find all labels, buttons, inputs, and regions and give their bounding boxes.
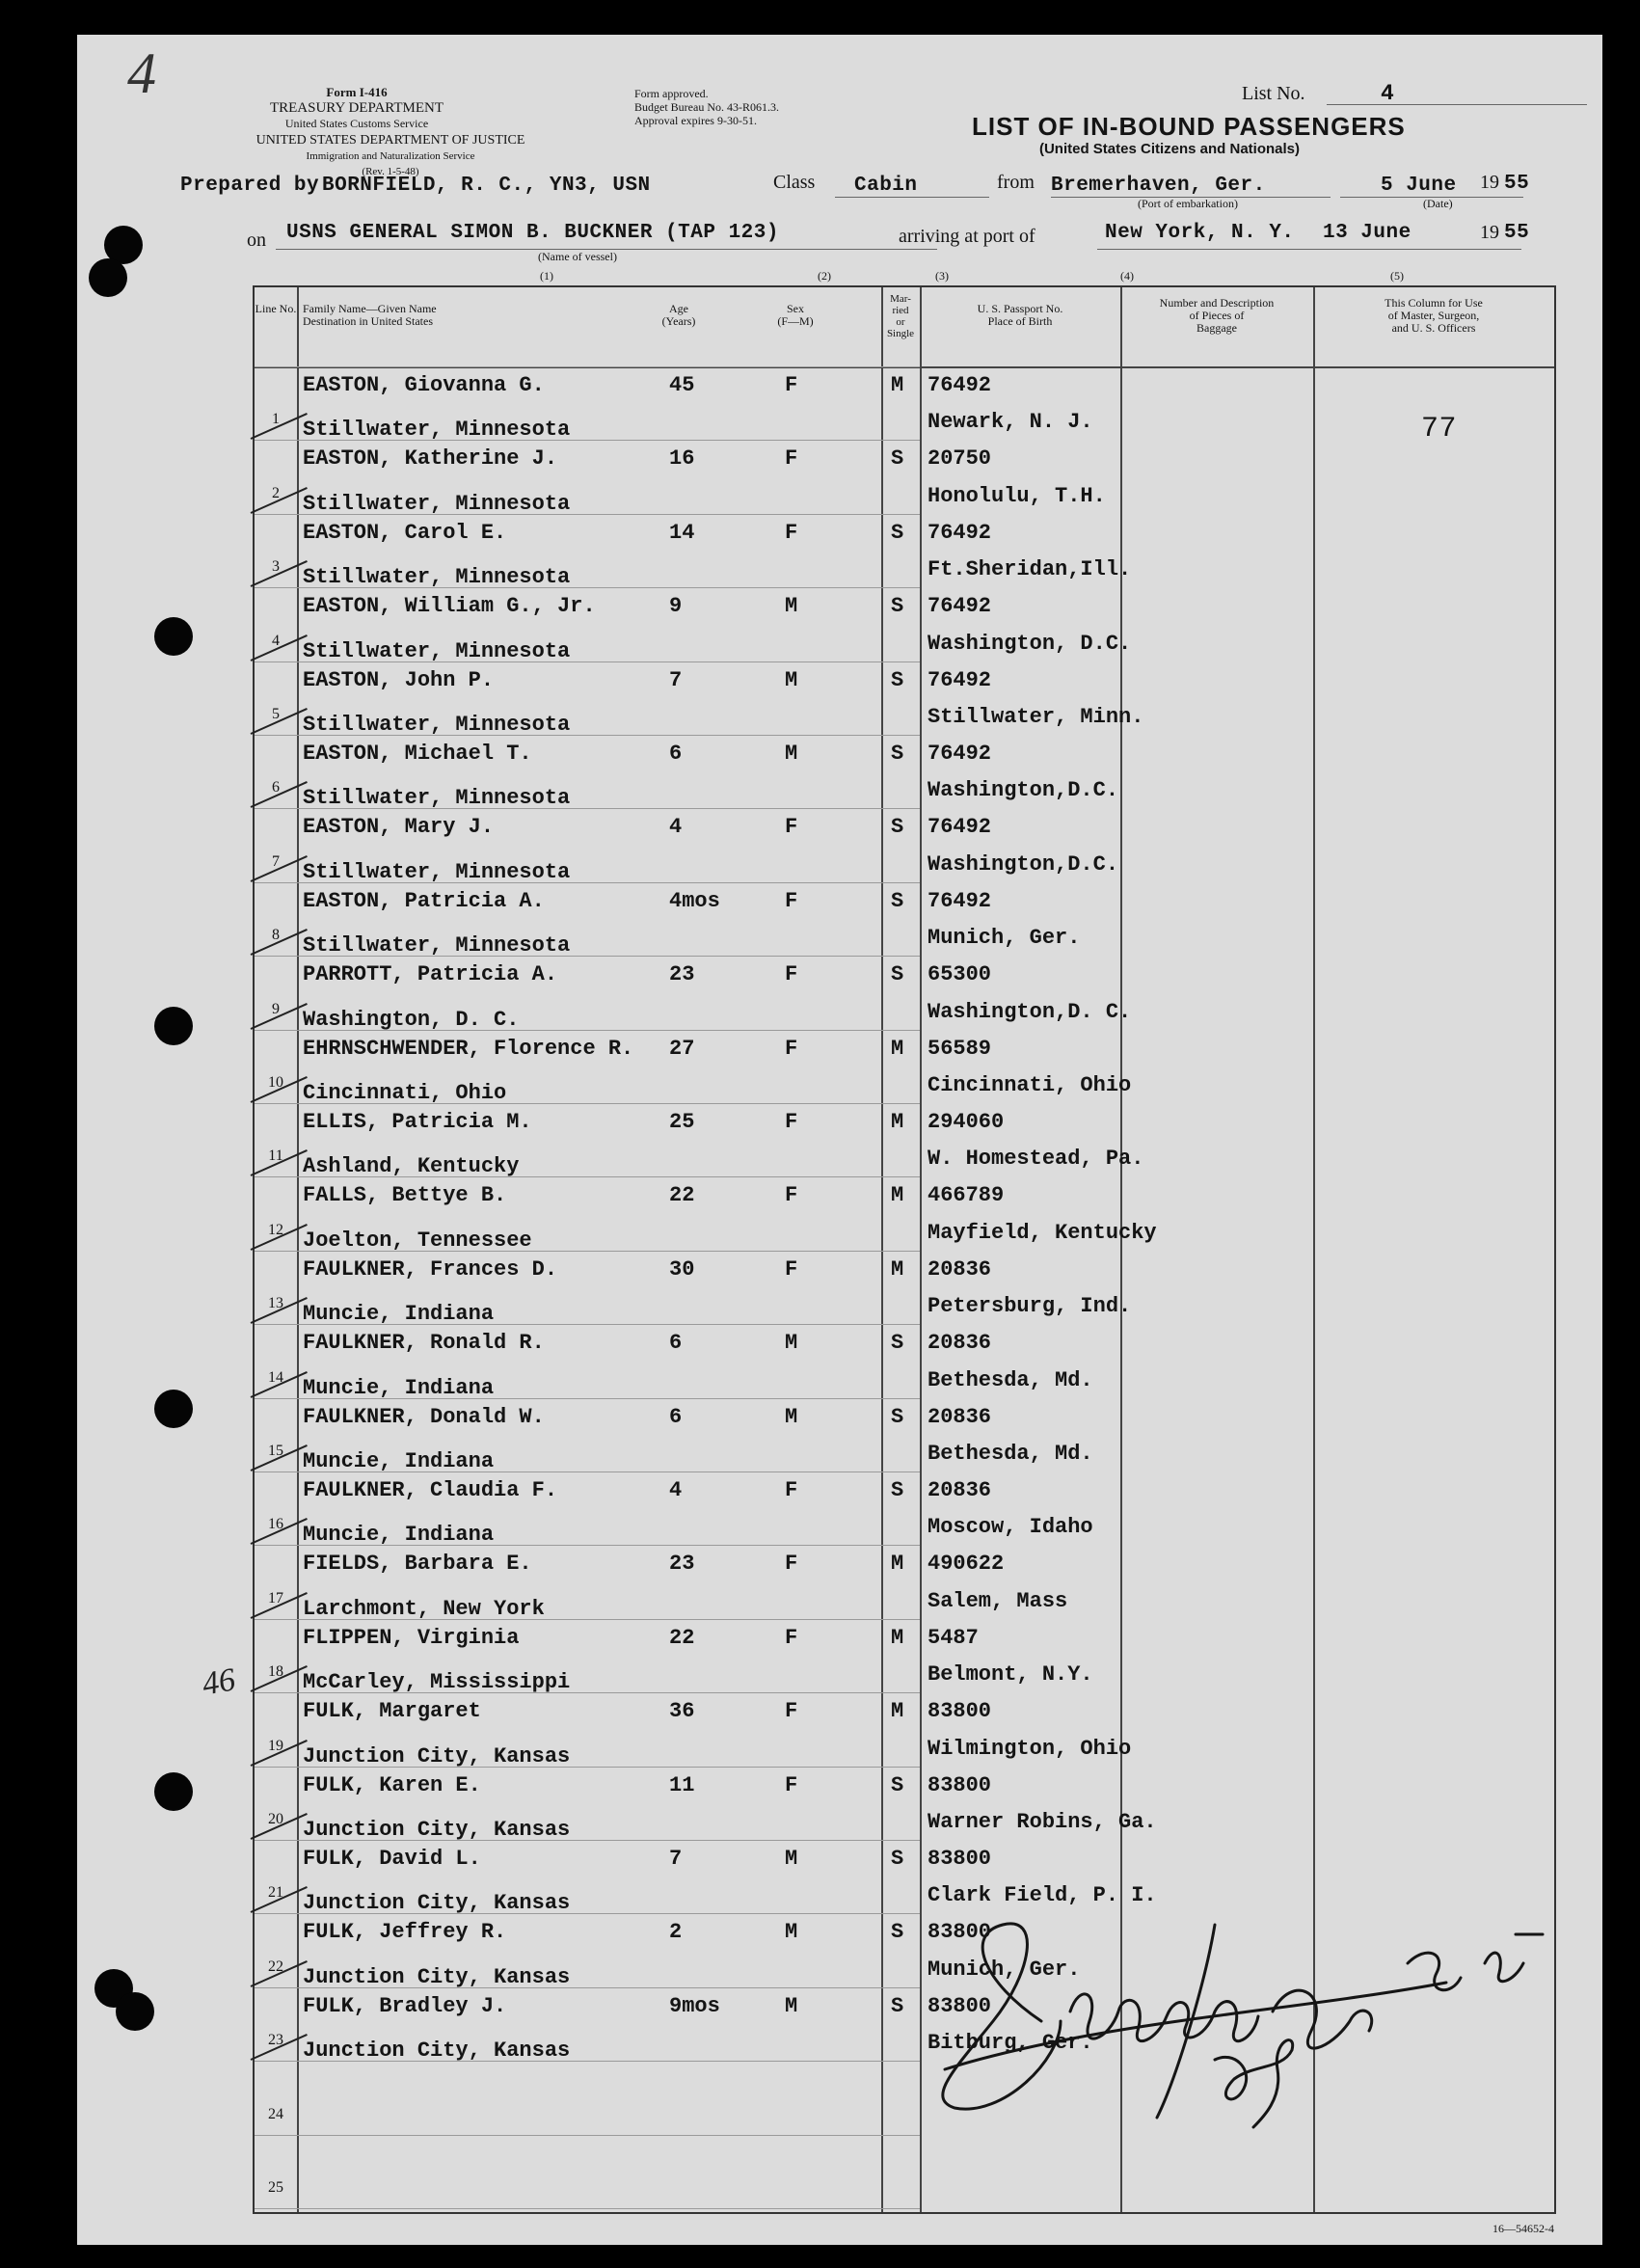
passenger-age: 2 bbox=[669, 1920, 683, 1945]
passport-number: 83800 bbox=[928, 1699, 992, 1724]
approval-line: Budget Bureau No. 43-R061.3. bbox=[634, 100, 779, 114]
line-number: 5 bbox=[272, 706, 280, 722]
place-of-birth: Washington, D.C. bbox=[928, 631, 1132, 656]
destination: Stillwater, Minnesota bbox=[303, 786, 571, 811]
place-of-birth: Newark, N. J. bbox=[928, 410, 1093, 435]
place-of-birth: Salem, Mass bbox=[928, 1588, 1068, 1613]
punch-hole bbox=[154, 1390, 193, 1428]
passenger-age: 9 bbox=[669, 594, 683, 619]
passenger-age: 14 bbox=[669, 520, 695, 545]
passenger-name: EASTON, Michael T. bbox=[303, 742, 532, 766]
passenger-age: 30 bbox=[669, 1256, 695, 1282]
page-subtitle: (United States Citizens and Nationals) bbox=[1038, 141, 1301, 157]
passenger-sex: M bbox=[785, 594, 798, 619]
passenger-name: FULK, Bradley J. bbox=[303, 1993, 507, 2018]
destination: Stillwater, Minnesota bbox=[303, 859, 571, 884]
header-line-no: Line No. bbox=[255, 302, 297, 315]
punch-hole bbox=[89, 258, 127, 297]
passport-number: 76492 bbox=[928, 594, 992, 619]
list-no-value: 4 bbox=[1381, 81, 1395, 106]
line-number: 7 bbox=[272, 852, 280, 870]
passenger-name: FULK, Karen E. bbox=[303, 1772, 481, 1797]
place-of-birth: Washington,D.C. bbox=[928, 851, 1119, 877]
line-number: 20 bbox=[268, 1811, 283, 1827]
line-number: 11 bbox=[268, 1148, 283, 1165]
passenger-status: S bbox=[891, 1772, 904, 1797]
passport-number: 83800 bbox=[928, 1993, 992, 2018]
passenger-name: EASTON, Carol E. bbox=[303, 520, 507, 545]
passenger-sex: M bbox=[785, 1331, 798, 1356]
header-age: Age (Years) bbox=[661, 302, 696, 328]
passenger-status: S bbox=[891, 667, 904, 692]
passenger-age: 6 bbox=[669, 742, 683, 766]
justice-dept: UNITED STATES DEPARTMENT OF JUSTICE bbox=[255, 133, 525, 148]
passenger-name: EASTON, Katherine J. bbox=[303, 446, 558, 472]
place-of-birth: Petersburg, Ind. bbox=[928, 1294, 1132, 1319]
passenger-status: S bbox=[891, 815, 904, 840]
passenger-sex: F bbox=[785, 1256, 798, 1282]
passenger-sex: F bbox=[785, 1478, 798, 1502]
destination: Stillwater, Minnesota bbox=[303, 491, 571, 516]
passenger-status: S bbox=[891, 1920, 904, 1945]
passenger-status: M bbox=[891, 1552, 904, 1577]
passenger-name: FALLS, Bettye B. bbox=[303, 1183, 507, 1208]
destination: Junction City, Kansas bbox=[303, 1891, 571, 1916]
prepared-by-value: BORNFIELD, R. C., YN3, USN bbox=[322, 175, 651, 197]
passenger-age: 7 bbox=[669, 1847, 683, 1871]
form-number: Form I-416 bbox=[326, 85, 388, 99]
passenger-status: S bbox=[891, 1404, 904, 1429]
passenger-status: S bbox=[891, 888, 904, 913]
passenger-name: ELLIS, Patricia M. bbox=[303, 1110, 532, 1134]
destination: Muncie, Indiana bbox=[303, 1449, 495, 1473]
passenger-age: 16 bbox=[669, 446, 695, 472]
punch-hole bbox=[154, 617, 193, 656]
place-of-birth: Bitburg, Ger. bbox=[928, 2031, 1093, 2056]
destination: Cincinnati, Ohio bbox=[303, 1081, 507, 1105]
passport-number: 20836 bbox=[928, 1331, 992, 1356]
passport-number: 76492 bbox=[928, 667, 992, 692]
row-separator bbox=[255, 366, 920, 367]
ins-service: Immigration and Naturalization Service bbox=[306, 150, 475, 162]
line-number: 15 bbox=[268, 1443, 283, 1459]
passenger-age: 9mos bbox=[669, 1993, 720, 2018]
passport-number: 466789 bbox=[928, 1183, 1005, 1208]
passenger-name: FAULKNER, Frances D. bbox=[303, 1256, 558, 1282]
destination: Junction City, Kansas bbox=[303, 1964, 571, 1989]
form-block bbox=[212, 85, 501, 131]
place-of-birth: W. Homestead, Pa. bbox=[928, 1147, 1144, 1172]
passenger-name: EASTON, John P. bbox=[303, 667, 495, 692]
class-label: Class bbox=[773, 172, 816, 193]
passenger-sex: F bbox=[785, 1110, 798, 1134]
line-number: 13 bbox=[268, 1295, 283, 1312]
passenger-age: 27 bbox=[669, 1036, 695, 1061]
passport-number: 76492 bbox=[928, 742, 992, 766]
passport-number: 20750 bbox=[928, 446, 992, 472]
vessel-label: on bbox=[247, 230, 266, 251]
passenger-sex: F bbox=[785, 1036, 798, 1061]
passport-number: 20836 bbox=[928, 1478, 992, 1502]
passenger-age: 23 bbox=[669, 1552, 695, 1577]
destination: McCarley, Mississippi bbox=[303, 1670, 571, 1695]
passenger-status: M bbox=[891, 1183, 904, 1208]
place-of-birth: Honolulu, T.H. bbox=[928, 483, 1106, 508]
col-number: (4) bbox=[1120, 269, 1134, 283]
punch-hole bbox=[116, 1992, 154, 2031]
place-of-birth: Mayfield, Kentucky bbox=[928, 1220, 1157, 1245]
destination: Muncie, Indiana bbox=[303, 1523, 495, 1548]
passenger-name: EHRNSCHWENDER, Florence R. bbox=[303, 1036, 634, 1061]
passport-number: 83800 bbox=[928, 1847, 992, 1871]
passenger-status: S bbox=[891, 1331, 904, 1356]
place-of-birth: Bethesda, Md. bbox=[928, 1442, 1093, 1466]
passport-number: 83800 bbox=[928, 1920, 992, 1945]
from-caption: (Port of embarkation) bbox=[1138, 197, 1238, 210]
passenger-status: M bbox=[891, 1699, 904, 1724]
destination: Stillwater, Minnesota bbox=[303, 638, 571, 663]
line-number: 2 bbox=[272, 484, 280, 501]
punch-hole bbox=[154, 1007, 193, 1045]
passenger-age: 11 bbox=[669, 1772, 695, 1797]
approval-block bbox=[634, 87, 779, 127]
place-of-birth: Warner Robins, Ga. bbox=[928, 1810, 1157, 1834]
passport-number: 5487 bbox=[928, 1625, 979, 1650]
passenger-sex: M bbox=[785, 1847, 798, 1871]
passenger-status: S bbox=[891, 446, 904, 472]
header-officers: This Column for Use of Master, Surgeon, and U. S. Officers bbox=[1385, 296, 1483, 335]
place-of-birth: Stillwater, Minn. bbox=[928, 705, 1144, 729]
place-of-birth: Munich, Ger. bbox=[928, 926, 1081, 951]
passenger-name: FAULKNER, Claudia F. bbox=[303, 1478, 558, 1502]
passenger-status: S bbox=[891, 520, 904, 545]
punch-hole bbox=[154, 1772, 193, 1811]
arriving-year: 55 bbox=[1504, 222, 1530, 244]
departure-caption: (Date) bbox=[1423, 197, 1453, 210]
passport-number: 490622 bbox=[928, 1552, 1005, 1577]
passenger-age: 6 bbox=[669, 1404, 683, 1429]
passenger-status: M bbox=[891, 1110, 904, 1134]
passenger-name: EASTON, Giovanna G. bbox=[303, 373, 545, 397]
header-name: Family Name—Given Name Destination in United States bbox=[303, 302, 437, 328]
col-number: (5) bbox=[1390, 269, 1404, 283]
passenger-age: 45 bbox=[669, 373, 695, 397]
line-number: 24 bbox=[268, 2105, 283, 2122]
passenger-age: 23 bbox=[669, 962, 695, 987]
line-number: 8 bbox=[272, 927, 280, 944]
passenger-age: 36 bbox=[669, 1699, 695, 1724]
passenger-sex: F bbox=[785, 962, 798, 987]
line-number: 18 bbox=[268, 1663, 283, 1681]
passenger-sex: F bbox=[785, 1552, 798, 1577]
line-number: 21 bbox=[268, 1884, 283, 1902]
passenger-name: FAULKNER, Donald W. bbox=[303, 1404, 545, 1429]
inspector-signature bbox=[926, 1905, 1602, 2137]
place-of-birth: Bethesda, Md. bbox=[928, 1367, 1093, 1392]
line-number: 4 bbox=[272, 632, 280, 649]
margin-note: 46 bbox=[199, 1661, 238, 1703]
passenger-status: S bbox=[891, 1478, 904, 1502]
line-number: 22 bbox=[268, 1958, 283, 1975]
passenger-sex: F bbox=[785, 1183, 798, 1208]
passport-number: 65300 bbox=[928, 962, 992, 987]
passenger-sex: F bbox=[785, 446, 798, 472]
approval-line: Approval expires 9-30-51. bbox=[634, 114, 757, 127]
place-of-birth: Washington,D.C. bbox=[928, 778, 1119, 803]
from-label: from bbox=[997, 172, 1035, 193]
passenger-status: S bbox=[891, 962, 904, 987]
destination: Muncie, Indiana bbox=[303, 1302, 495, 1327]
line-number: 9 bbox=[272, 1000, 280, 1017]
passenger-sex: F bbox=[785, 1772, 798, 1797]
list-no-label: List No. bbox=[1242, 83, 1305, 104]
place-of-birth: Belmont, N.Y. bbox=[928, 1662, 1093, 1688]
passenger-status: M bbox=[891, 1036, 904, 1061]
passenger-age: 22 bbox=[669, 1625, 695, 1650]
from-value: Bremerhaven, Ger. bbox=[1051, 175, 1266, 197]
form-revision: (Rev. 1-5-48) bbox=[362, 166, 419, 177]
passenger-name: FULK, Jeffrey R. bbox=[303, 1920, 507, 1945]
departure-day: 5 June bbox=[1381, 175, 1457, 197]
departure-year-prefix: 19 bbox=[1480, 172, 1499, 193]
passenger-sex: M bbox=[785, 742, 798, 766]
passenger-sex: M bbox=[785, 1993, 798, 2018]
officer-count: 77 bbox=[1421, 413, 1458, 446]
passenger-name: EASTON, William G., Jr. bbox=[303, 594, 596, 619]
class-value: Cabin bbox=[854, 175, 918, 197]
header-married: Mar- ried or Single bbox=[886, 293, 915, 339]
header-baggage: Number and Description of Pieces of Baggage bbox=[1159, 296, 1275, 335]
passport-number: 20836 bbox=[928, 1404, 992, 1429]
passenger-status: S bbox=[891, 1847, 904, 1871]
line-number: 3 bbox=[272, 558, 280, 576]
passenger-sex: M bbox=[785, 667, 798, 692]
passenger-age: 22 bbox=[669, 1183, 695, 1208]
destination: Washington, D. C. bbox=[303, 1007, 520, 1032]
destination: Muncie, Indiana bbox=[303, 1375, 495, 1400]
passport-number: 76492 bbox=[928, 815, 992, 840]
passenger-sex: F bbox=[785, 888, 798, 913]
passenger-status: S bbox=[891, 742, 904, 766]
passenger-sex: M bbox=[785, 1404, 798, 1429]
destination: Stillwater, Minnesota bbox=[303, 933, 571, 958]
line-number: 16 bbox=[268, 1516, 283, 1533]
destination: Ashland, Kentucky bbox=[303, 1154, 520, 1179]
destination: Stillwater, Minnesota bbox=[303, 565, 571, 590]
vessel-name: USNS GENERAL SIMON B. BUCKNER (TAP 123) bbox=[286, 222, 779, 244]
destination: Joelton, Tennessee bbox=[303, 1228, 532, 1253]
line-number: 6 bbox=[272, 779, 280, 796]
passenger-status: M bbox=[891, 373, 904, 397]
row-separator bbox=[255, 2208, 920, 2209]
passenger-name: EASTON, Patricia A. bbox=[303, 888, 545, 913]
passenger-status: S bbox=[891, 594, 904, 619]
passenger-name: EASTON, Mary J. bbox=[303, 815, 495, 840]
passport-number: 83800 bbox=[928, 1772, 992, 1797]
passenger-sex: M bbox=[785, 1920, 798, 1945]
passenger-sex: F bbox=[785, 520, 798, 545]
passenger-status: M bbox=[891, 1256, 904, 1282]
passenger-age: 25 bbox=[669, 1110, 695, 1134]
place-of-birth: Ft.Sheridan,Ill. bbox=[928, 557, 1132, 582]
passenger-status: S bbox=[891, 1993, 904, 2018]
passenger-age: 4mos bbox=[669, 888, 720, 913]
destination: Junction City, Kansas bbox=[303, 2038, 571, 2064]
header-passport: U. S. Passport No. Place of Birth bbox=[977, 302, 1063, 328]
passenger-name: FULK, David L. bbox=[303, 1847, 481, 1871]
passenger-status: M bbox=[891, 1625, 904, 1650]
line-number: 23 bbox=[268, 2032, 283, 2049]
destination: Junction City, Kansas bbox=[303, 1743, 571, 1768]
customs-service: United States Customs Service bbox=[284, 117, 429, 130]
line-number: 19 bbox=[268, 1737, 283, 1754]
passenger-name: FAULKNER, Ronald R. bbox=[303, 1331, 545, 1356]
line-number: 1 bbox=[272, 411, 280, 428]
passport-number: 76492 bbox=[928, 888, 992, 913]
approval-line: Form approved. bbox=[634, 87, 709, 100]
corner-mark: 4 bbox=[127, 41, 156, 105]
vessel-caption: (Name of vessel) bbox=[538, 250, 617, 263]
passenger-age: 6 bbox=[669, 1331, 683, 1356]
passenger-sex: F bbox=[785, 373, 798, 397]
passenger-name: FULK, Margaret bbox=[303, 1699, 481, 1724]
passenger-name: PARROTT, Patricia A. bbox=[303, 962, 558, 987]
passport-number: 56589 bbox=[928, 1036, 992, 1061]
passenger-sex: F bbox=[785, 1625, 798, 1650]
passport-number: 76492 bbox=[928, 520, 992, 545]
place-of-birth: Moscow, Idaho bbox=[928, 1515, 1093, 1540]
destination: Larchmont, New York bbox=[303, 1596, 545, 1621]
line-number: 14 bbox=[268, 1368, 283, 1386]
page-title: LIST OF IN-BOUND PASSENGERS bbox=[972, 112, 1406, 141]
place-of-birth: Munich, Ger. bbox=[928, 1957, 1081, 1982]
passport-number: 76492 bbox=[928, 373, 992, 397]
treasury-dept: TREASURY DEPARTMENT bbox=[269, 100, 444, 116]
col-number: (1) bbox=[540, 269, 553, 283]
place-of-birth: Clark Field, P. I. bbox=[928, 1883, 1157, 1908]
arriving-year-prefix: 19 bbox=[1480, 222, 1499, 243]
row-separator bbox=[255, 2135, 920, 2136]
arriving-day: 13 June bbox=[1323, 222, 1411, 244]
passenger-sex: F bbox=[785, 1699, 798, 1724]
passenger-name: FLIPPEN, Virginia bbox=[303, 1625, 520, 1650]
passenger-age: 4 bbox=[669, 815, 683, 840]
line-number: 10 bbox=[268, 1074, 283, 1091]
departure-year: 55 bbox=[1504, 173, 1530, 195]
justice-block bbox=[227, 133, 554, 179]
footer-code: 16—54652-4 bbox=[1492, 2222, 1554, 2235]
passenger-name: FIELDS, Barbara E. bbox=[303, 1552, 532, 1577]
destination: Junction City, Kansas bbox=[303, 1818, 571, 1842]
arriving-port: New York, N. Y. bbox=[1105, 222, 1295, 244]
col-number: (3) bbox=[935, 269, 949, 283]
line-number: 17 bbox=[268, 1589, 283, 1606]
passenger-age: 4 bbox=[669, 1478, 683, 1502]
place-of-birth: Cincinnati, Ohio bbox=[928, 1073, 1132, 1097]
passenger-sex: F bbox=[785, 815, 798, 840]
arriving-label: arriving at port of bbox=[899, 226, 1035, 247]
header-sex: Sex (F—M) bbox=[777, 302, 814, 328]
passport-number: 294060 bbox=[928, 1110, 1005, 1134]
passport-number: 20836 bbox=[928, 1256, 992, 1282]
line-number: 25 bbox=[268, 2179, 283, 2196]
line-number: 12 bbox=[268, 1221, 283, 1238]
col-number: (2) bbox=[818, 269, 831, 283]
destination: Stillwater, Minnesota bbox=[303, 713, 571, 737]
destination: Stillwater, Minnesota bbox=[303, 418, 571, 443]
place-of-birth: Washington,D. C. bbox=[928, 999, 1132, 1024]
prepared-by-label: Prepared by bbox=[180, 175, 320, 197]
passenger-age: 7 bbox=[669, 667, 683, 692]
manifest-page bbox=[77, 35, 1602, 2245]
place-of-birth: Wilmington, Ohio bbox=[928, 1736, 1132, 1761]
